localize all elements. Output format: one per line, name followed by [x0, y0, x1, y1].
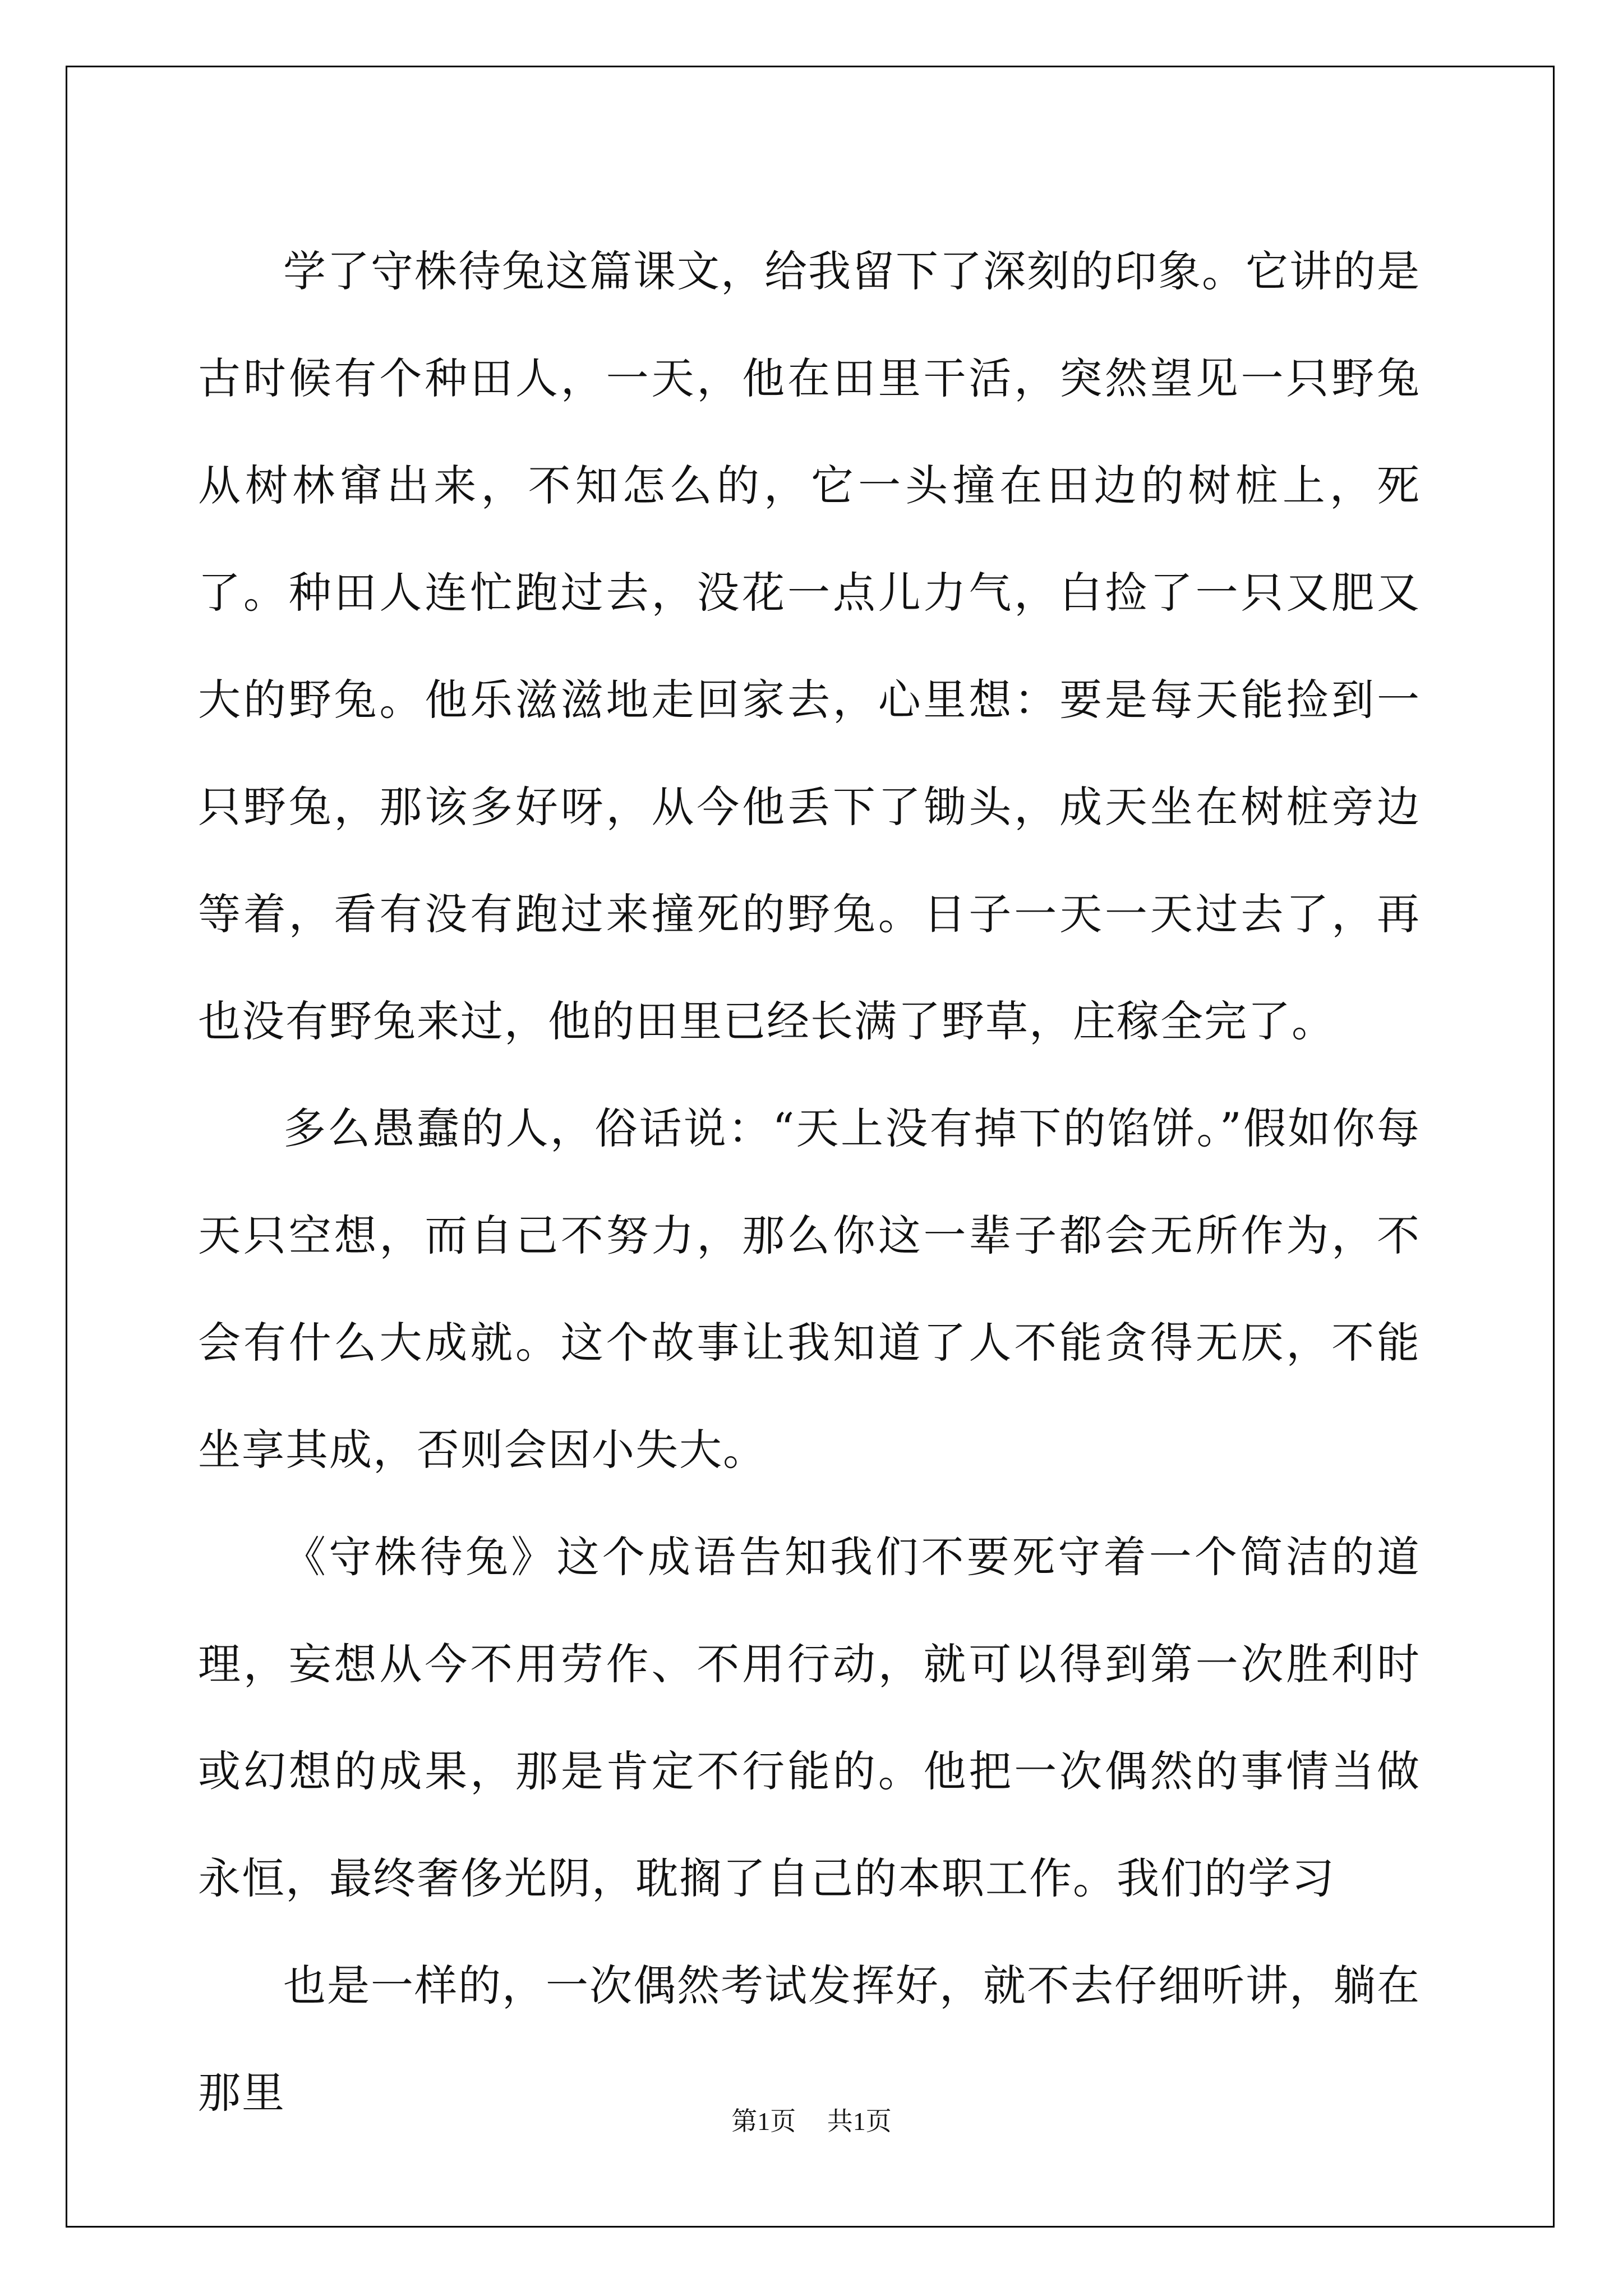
paragraph-4: 也是一样的，一次偶然考试发挥好，就不去仔细听讲，躺在那里	[198, 1961, 1421, 2118]
paragraph-1: 学了守株待兔这篇课文，给我留下了深刻的印象。它讲的是古时候有个种田人，一天，他在田里干活，突然望见一只野兔从树林窜出来，不知怎么的，它一头撞在田边的树桩上，死了。种田人连忙跑过去，没花一点儿力气，白捡了一只又肥又大的野兔。他乐滋滋地走回家去，心里想：要是每天能捡到一只野兔，那该多好呀，从今他丢下了锄头，成天坐在树桩旁边等着，看有没有跑过来撞死的野兔。日子一天一天过去了，再也没有野兔来过，他的田里已经长满了野草，庄稼全完了。	[198, 246, 1421, 1046]
paragraph-2: 多么愚蠢的人，俗话说：“天上没有掉下的馅饼。”假如你每天只空想，而自己不努力，那么你这一辈子都会无所作为，不会有什么大成就。这个故事让我知道了人不能贪得无厌，不能坐享其成，否则会因小失大。	[198, 1103, 1421, 1475]
page-number: 第1页	[731, 2107, 796, 2136]
paragraph-3: 《守株待兔》这个成语告知我们不要死守着一个简洁的道理，妄想从今不用劳作、不用行动，就可以得到第一次胜利时或幻想的成果，那是肯定不行能的。他把一次偶然的事情当做永恒，最终奢侈光阴，耽搁了自己的本职工作。我们的学习	[198, 1532, 1421, 1903]
page-footer	[0, 2101, 1623, 2138]
page-total: 共1页	[827, 2107, 892, 2136]
document-body	[198, 218, 1421, 2146]
